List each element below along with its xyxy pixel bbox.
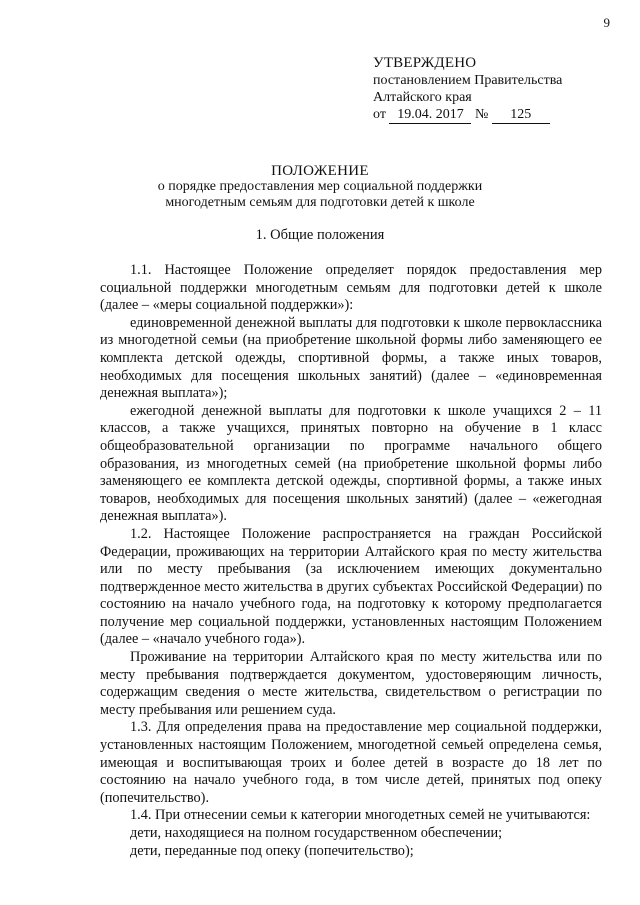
date-prefix: от [373,107,386,122]
approval-line-1: постановлением Правительства [373,73,563,88]
number-sign: № [474,107,489,122]
paragraph-one-time-payment: единовременной денежной выплаты для подготовки к школе первоклассника из многодетной семьи (на приобретение школьной формы либо заменяющего ее комплекта детской одежды, спортивной формы, а также иных товаров, необходимых для посещения школьных занятий) (далее – «единовременная денежная выплата»); [100,314,602,402]
section-heading: 1. Общие положения [255,227,385,243]
title-main: ПОЛОЖЕНИЕ [271,163,369,179]
paragraph-1-3: 1.3. Для определения права на предоставление мер социальной поддержки, установленных настоящим Положением, многодетной семьей определена семья, имеющая и воспитывающая троих и более детей в возрасте до 18 лет по состоянию на начало учебного года, в том числе детей, принятых под опеку (попечительство). [100,719,602,806]
approval-stamp [373,55,562,124]
title-line-2: о порядке предоставления мер социальной поддержки [157,179,483,194]
paragraph-exclusion-1: дети, находящиеся на полном государственном обеспечении; [130,825,503,841]
paragraph-annual-payment: ежегодной денежной выплаты для подготовки к школе учащихся 2 – 11 классов, а также учащихся, принятых повторно на обучение в 1 класс общеобразовательной организации по программе начального общего образования, из многодетных семей (на приобретение школьной формы либо заменяющего ее комплекта детской одежды, спортивной формы, а также иных товаров, необходимых для посещения школьных занятий) (далее – «ежегодная денежная выплата»). [100,402,602,525]
paragraph-1-1: 1.1. Настоящее Положение определяет порядок предоставления мер социальной поддержки многодетным семьям для подготовки детей к школе (далее – «меры социальной поддержки»): [100,262,602,314]
approval-date-line [373,106,562,124]
paragraph-residence: Проживание на территории Алтайского края по месту жительства или по месту пребывания подтверждается документом, удостоверяющим личность, содержащим сведения о месте жительства, свидетельством о регистрации по месту пребывания или решением суда. [100,649,602,718]
page-number: 9 [603,15,610,30]
approved-heading: УТВЕРЖДЕНО [373,55,477,71]
document-title [0,163,640,211]
title-line-3: многодетным семьям для подготовки детей к школе [165,195,475,210]
number-value: 125 [492,106,550,124]
approval-line-2: Алтайского края [373,90,472,105]
paragraph-1-2: 1.2. Настоящее Положение распространяется на граждан Российской Федерации, проживающих на территории Алтайского края по месту жительства или по месту пребывания (за исключением имеющих документально подтвержденное место жительства в других субъектах Российской Федерации) по состоянию на начало учебного года, на подготовку к которому предполагается получение мер социальной поддержки, установленных настоящим Положением (далее – «начало учебного года»). [100,525,602,648]
paragraph-exclusion-2: дети, переданные под опеку (попечительство); [130,842,414,859]
paragraph-1-4: 1.4. При отнесении семьи к категории многодетных семей не учитываются: [130,807,591,824]
body-text [100,262,602,860]
date-value: 19.04. 2017 [389,106,471,124]
